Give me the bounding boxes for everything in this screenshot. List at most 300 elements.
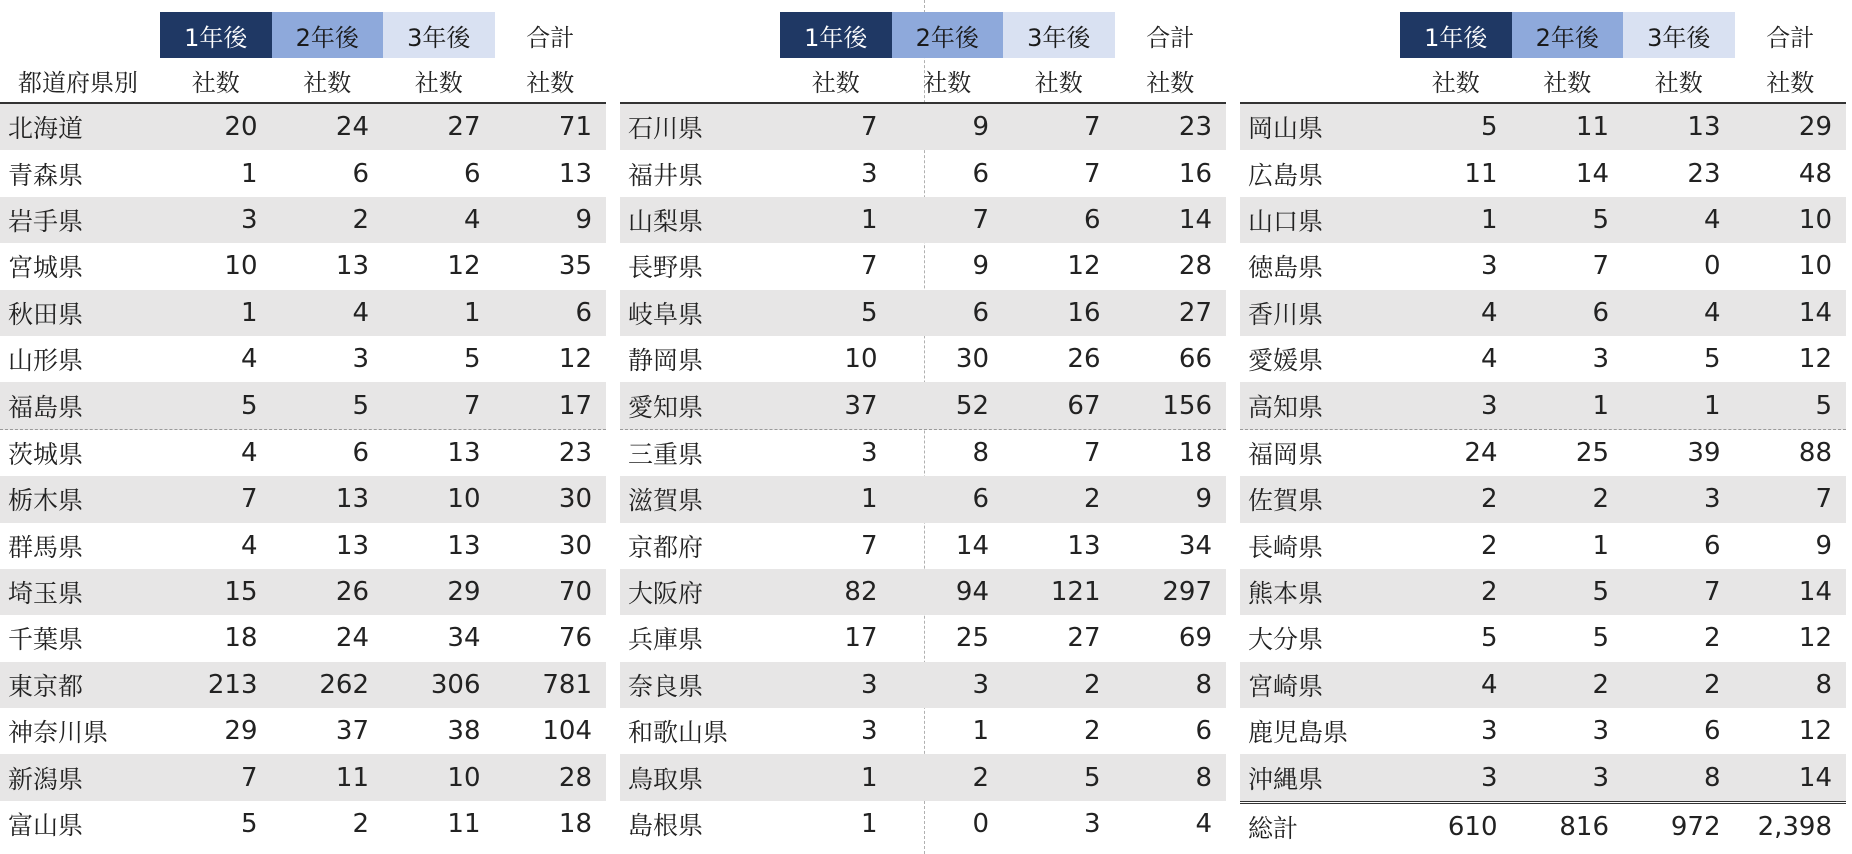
count-y2: 8 <box>972 437 989 468</box>
count-y1: 1 <box>860 809 878 840</box>
count-y2: 25 <box>955 623 989 654</box>
prefecture-name: 静岡県 <box>628 346 704 376</box>
count-y1: 1 <box>860 762 878 793</box>
count-y3: 23 <box>1687 158 1721 189</box>
total-count: 23 <box>558 437 592 468</box>
count-y2: 1 <box>1592 390 1609 421</box>
total-count: 71 <box>558 112 592 143</box>
count-y1: 1 <box>240 297 258 328</box>
total-count: 9 <box>575 204 592 235</box>
count-y3: 6 <box>1703 716 1721 747</box>
count-y1: 5 <box>860 297 878 328</box>
table-body <box>0 104 606 847</box>
prefecture-name: 大分県 <box>1248 625 1324 655</box>
prefecture-name: 石川県 <box>628 114 704 144</box>
count-y2: 4 <box>352 297 369 328</box>
count-y3: 38 <box>447 716 481 747</box>
table-row <box>0 150 606 196</box>
header-year2: 2年後 <box>1512 12 1624 58</box>
unit-label: 社数 <box>1431 68 1480 97</box>
count-y1: 3 <box>860 158 878 189</box>
count-y1: 7 <box>860 251 878 282</box>
table-row <box>620 662 1226 708</box>
total-count: 66 <box>1178 344 1212 375</box>
prefecture-name: 熊本県 <box>1248 579 1324 609</box>
count-y2: 14 <box>1575 158 1609 189</box>
count-y2: 2 <box>352 809 369 840</box>
count-y2: 6 <box>352 437 369 468</box>
count-y3: 34 <box>447 623 481 654</box>
total-count: 30 <box>558 484 592 515</box>
count-y2: 6 <box>1592 297 1609 328</box>
count-y2: 2 <box>972 762 989 793</box>
total-count: 8 <box>1815 669 1832 700</box>
prefecture-name: 岩手県 <box>8 206 84 236</box>
table-row <box>1240 754 1846 800</box>
count-y3: 16 <box>1067 297 1101 328</box>
table-row <box>0 104 606 150</box>
count-y2: 11 <box>1575 112 1609 143</box>
count-y3: 2 <box>1703 669 1721 700</box>
count-y2: 0 <box>972 809 989 840</box>
table-row <box>620 150 1226 196</box>
count-y3: 5 <box>463 344 481 375</box>
count-y3: 12 <box>1067 251 1101 282</box>
count-y1: 11 <box>1464 158 1498 189</box>
count-y2: 11 <box>335 762 369 793</box>
count-y1: 18 <box>224 623 258 654</box>
table-row <box>0 754 606 800</box>
count-y1: 3 <box>860 716 878 747</box>
count-y3: 972 <box>1670 812 1721 843</box>
table-row <box>1240 150 1846 196</box>
table-panel-3 <box>1240 12 1846 850</box>
table-row <box>0 476 606 522</box>
prefecture-name: 香川県 <box>1248 299 1324 329</box>
prefecture-name: 大阪府 <box>628 579 704 609</box>
total-count: 8 <box>1195 762 1212 793</box>
count-y1: 5 <box>240 809 258 840</box>
count-y3: 10 <box>447 762 481 793</box>
total-count: 30 <box>558 530 592 561</box>
count-y1: 2 <box>1480 530 1498 561</box>
count-y1: 4 <box>1480 344 1498 375</box>
table-row <box>1240 382 1846 429</box>
prefecture-name: 栃木県 <box>8 486 84 516</box>
prefecture-name: 山形県 <box>8 346 84 376</box>
count-y3: 7 <box>1083 112 1101 143</box>
prefecture-name: 滋賀県 <box>628 486 704 516</box>
count-y2: 14 <box>955 530 989 561</box>
count-y2: 6 <box>972 158 989 189</box>
count-y1: 3 <box>1480 762 1498 793</box>
total-count: 14 <box>1798 297 1832 328</box>
count-y3: 7 <box>463 390 481 421</box>
count-y2: 7 <box>1592 251 1609 282</box>
count-y2: 1 <box>972 716 989 747</box>
count-y3: 26 <box>1067 344 1101 375</box>
total-count: 14 <box>1798 762 1832 793</box>
prefecture-name: 新潟県 <box>8 764 84 794</box>
count-y3: 29 <box>447 577 481 608</box>
count-y3: 0 <box>1703 251 1721 282</box>
grand-total-row <box>1240 801 1846 850</box>
total-count: 781 <box>542 669 592 700</box>
count-y2: 24 <box>335 623 369 654</box>
table-row <box>620 801 1226 847</box>
prefecture-name: 宮城県 <box>8 253 84 283</box>
total-count: 16 <box>1178 158 1212 189</box>
unit-label: 社数 <box>191 68 240 97</box>
prefecture-name: 富山県 <box>8 811 84 841</box>
prefecture-name: 福岡県 <box>1248 439 1324 469</box>
prefecture-name: 神奈川県 <box>8 718 109 748</box>
count-y2: 5 <box>1592 623 1609 654</box>
prefecture-name: 京都府 <box>628 532 704 562</box>
header-year3: 3年後 <box>383 12 495 58</box>
count-y1: 4 <box>1480 669 1498 700</box>
prefecture-name: 山口県 <box>1248 206 1324 236</box>
total-count: 34 <box>1178 530 1212 561</box>
table-row <box>620 197 1226 243</box>
count-y1: 82 <box>844 577 878 608</box>
count-y1: 3 <box>240 204 258 235</box>
count-y3: 6 <box>1083 204 1101 235</box>
table-body <box>620 104 1226 847</box>
count-y1: 1 <box>860 484 878 515</box>
unit-label: 社数 <box>1766 68 1815 97</box>
table-panel-2 <box>620 12 1226 847</box>
count-y3: 6 <box>1703 530 1721 561</box>
count-y3: 3 <box>1083 809 1101 840</box>
count-y2: 9 <box>972 112 989 143</box>
table-row <box>0 430 606 476</box>
count-y2: 6 <box>972 484 989 515</box>
prefecture-name: 千葉県 <box>8 625 84 655</box>
count-y1: 7 <box>860 530 878 561</box>
count-y3: 2 <box>1083 716 1101 747</box>
count-y3: 4 <box>463 204 481 235</box>
count-y3: 13 <box>1067 530 1101 561</box>
count-y1: 7 <box>240 484 258 515</box>
count-y2: 6 <box>352 158 369 189</box>
prefecture-name: 高知県 <box>1248 392 1324 422</box>
count-y3: 2 <box>1083 484 1101 515</box>
total-count: 297 <box>1162 577 1212 608</box>
table-panel-1 <box>0 12 606 847</box>
unit-label: 社数 <box>923 68 972 97</box>
year-header-row <box>620 12 1226 58</box>
count-y2: 25 <box>1575 437 1609 468</box>
total-count: 48 <box>1798 158 1832 189</box>
count-y3: 8 <box>1703 762 1721 793</box>
prefecture-name: 愛媛県 <box>1248 346 1324 376</box>
table-row <box>0 662 606 708</box>
prefecture-name: 茨城県 <box>8 439 84 469</box>
count-y2: 2 <box>1592 669 1609 700</box>
count-y2: 3 <box>972 669 989 700</box>
header-year1: 1年後 <box>780 12 892 58</box>
count-y2: 5 <box>1592 204 1609 235</box>
header-year2: 2年後 <box>272 12 384 58</box>
count-y3: 2 <box>1703 623 1721 654</box>
header-year1: 1年後 <box>160 12 272 58</box>
count-y3: 2 <box>1083 669 1101 700</box>
total-count: 156 <box>1162 390 1212 421</box>
count-y1: 3 <box>1480 390 1498 421</box>
count-y3: 4 <box>1703 297 1721 328</box>
count-y2: 52 <box>955 390 989 421</box>
table-row <box>620 708 1226 754</box>
count-y1: 3 <box>860 437 878 468</box>
table-row <box>620 382 1226 429</box>
count-y2: 9 <box>972 251 989 282</box>
table-row <box>1240 197 1846 243</box>
prefecture-name: 和歌山県 <box>628 718 729 748</box>
count-y2: 2 <box>352 204 369 235</box>
header-year3: 3年後 <box>1623 12 1735 58</box>
unit-label: 社数 <box>811 68 860 97</box>
table-row <box>1240 615 1846 661</box>
count-y3: 11 <box>447 809 481 840</box>
total-count: 35 <box>558 251 592 282</box>
count-y3: 3 <box>1703 484 1721 515</box>
total-count: 104 <box>542 716 592 747</box>
prefecture-name: 鹿児島県 <box>1248 718 1349 748</box>
count-y2: 6 <box>972 297 989 328</box>
unit-label: 社数 <box>414 68 463 97</box>
count-y1: 15 <box>224 577 258 608</box>
count-y3: 1 <box>1703 390 1721 421</box>
unit-label: 社数 <box>526 68 575 97</box>
year-header-row <box>0 12 606 58</box>
total-count: 88 <box>1798 437 1832 468</box>
table-row <box>620 476 1226 522</box>
prefecture-name: 青森県 <box>8 160 84 190</box>
table-row <box>0 615 606 661</box>
table-row <box>0 569 606 615</box>
count-y3: 7 <box>1703 577 1721 608</box>
table-row <box>0 197 606 243</box>
count-y2: 2 <box>1592 484 1609 515</box>
unit-header-row <box>620 58 1226 104</box>
prefecture-name: 兵庫県 <box>628 625 704 655</box>
header-total: 合計 <box>1146 23 1195 52</box>
prefecture-name: 総計 <box>1248 814 1299 844</box>
count-y1: 1 <box>240 158 258 189</box>
table-row <box>620 754 1226 800</box>
total-count: 70 <box>558 577 592 608</box>
prefecture-name: 島根県 <box>628 811 704 841</box>
prefecture-name: 鳥取県 <box>628 764 704 794</box>
count-y3: 5 <box>1703 344 1721 375</box>
count-y1: 4 <box>240 344 258 375</box>
total-count: 76 <box>558 623 592 654</box>
count-y2: 3 <box>352 344 369 375</box>
count-y1: 3 <box>860 669 878 700</box>
prefecture-name: 秋田県 <box>8 299 84 329</box>
category-label: 都道府県別 <box>18 68 138 97</box>
prefecture-name: 佐賀県 <box>1248 486 1324 516</box>
total-count: 12 <box>558 344 592 375</box>
prefecture-name: 岡山県 <box>1248 114 1324 144</box>
count-y1: 10 <box>224 251 258 282</box>
total-count: 7 <box>1815 484 1832 515</box>
header-year3: 3年後 <box>1003 12 1115 58</box>
count-y3: 4 <box>1703 204 1721 235</box>
total-count: 12 <box>1798 623 1832 654</box>
total-count: 23 <box>1178 112 1212 143</box>
table-row <box>620 569 1226 615</box>
total-count: 6 <box>575 297 592 328</box>
table-row <box>1240 476 1846 522</box>
count-y2: 30 <box>955 344 989 375</box>
count-y3: 121 <box>1050 577 1101 608</box>
table-row <box>1240 523 1846 569</box>
total-count: 27 <box>1178 297 1212 328</box>
header-year1: 1年後 <box>1400 12 1512 58</box>
count-y1: 29 <box>224 716 258 747</box>
total-count: 18 <box>1178 437 1212 468</box>
total-count: 28 <box>1178 251 1212 282</box>
total-count: 5 <box>1815 390 1832 421</box>
count-y2: 7 <box>972 204 989 235</box>
total-count: 10 <box>1798 204 1832 235</box>
count-y1: 4 <box>240 530 258 561</box>
table-row <box>0 243 606 289</box>
prefecture-name: 北海道 <box>8 114 84 144</box>
count-y3: 13 <box>1687 112 1721 143</box>
count-y3: 27 <box>1067 623 1101 654</box>
count-y3: 10 <box>447 484 481 515</box>
prefecture-name: 三重県 <box>628 439 704 469</box>
table-row <box>1240 430 1846 476</box>
total-count: 69 <box>1178 623 1212 654</box>
table-row <box>1240 569 1846 615</box>
count-y1: 1 <box>860 204 878 235</box>
count-y1: 5 <box>1480 112 1498 143</box>
count-y3: 5 <box>1083 762 1101 793</box>
total-count: 9 <box>1195 484 1212 515</box>
count-y2: 37 <box>335 716 369 747</box>
count-y2: 3 <box>1592 344 1609 375</box>
unit-label: 社数 <box>1654 68 1703 97</box>
table-row <box>620 615 1226 661</box>
table-row <box>0 290 606 336</box>
unit-label: 社数 <box>1034 68 1083 97</box>
prefecture-name: 福島県 <box>8 392 84 422</box>
prefecture-name: 奈良県 <box>628 671 704 701</box>
count-y1: 37 <box>844 390 878 421</box>
count-y3: 7 <box>1083 158 1101 189</box>
count-y2: 3 <box>1592 762 1609 793</box>
prefecture-name: 福井県 <box>628 160 704 190</box>
count-y2: 5 <box>352 390 369 421</box>
count-y2: 94 <box>955 577 989 608</box>
count-y1: 2 <box>1480 484 1498 515</box>
table-row <box>620 243 1226 289</box>
count-y2: 13 <box>335 530 369 561</box>
total-count: 18 <box>558 809 592 840</box>
count-y2: 13 <box>335 251 369 282</box>
count-y3: 12 <box>447 251 481 282</box>
count-y1: 610 <box>1447 812 1498 843</box>
total-count: 14 <box>1178 204 1212 235</box>
unit-label: 社数 <box>1146 68 1195 97</box>
prefecture-name: 長崎県 <box>1248 532 1324 562</box>
total-count: 4 <box>1195 809 1212 840</box>
table-row <box>0 382 606 429</box>
table-row <box>0 708 606 754</box>
header-year2: 2年後 <box>892 12 1004 58</box>
total-count: 12 <box>1798 344 1832 375</box>
count-y3: 6 <box>463 158 481 189</box>
table-row <box>1240 243 1846 289</box>
table-row <box>620 430 1226 476</box>
total-count: 6 <box>1195 716 1212 747</box>
total-count: 29 <box>1798 112 1832 143</box>
prefecture-name: 宮崎県 <box>1248 671 1324 701</box>
count-y1: 20 <box>224 112 258 143</box>
table-row <box>1240 104 1846 150</box>
total-count: 10 <box>1798 251 1832 282</box>
count-y1: 4 <box>1480 297 1498 328</box>
count-y1: 10 <box>844 344 878 375</box>
total-count: 2,398 <box>1757 812 1832 843</box>
count-y2: 816 <box>1559 812 1609 843</box>
count-y3: 306 <box>430 669 481 700</box>
prefecture-name: 東京都 <box>8 671 84 701</box>
total-count: 28 <box>558 762 592 793</box>
table-row <box>620 523 1226 569</box>
table-row <box>1240 290 1846 336</box>
table-body <box>1240 104 1846 850</box>
prefecture-name: 群馬県 <box>8 532 84 562</box>
table-row <box>1240 708 1846 754</box>
total-count: 8 <box>1195 669 1212 700</box>
total-count: 14 <box>1798 577 1832 608</box>
count-y2: 262 <box>319 669 369 700</box>
count-y3: 7 <box>1083 437 1101 468</box>
count-y2: 26 <box>335 577 369 608</box>
table-row <box>0 801 606 847</box>
table-row <box>620 336 1226 382</box>
table-row <box>620 104 1226 150</box>
count-y1: 1 <box>1480 204 1498 235</box>
unit-header-row <box>1240 58 1846 104</box>
count-y2: 24 <box>335 112 369 143</box>
count-y1: 3 <box>1480 251 1498 282</box>
total-count: 12 <box>1798 716 1832 747</box>
count-y1: 5 <box>1480 623 1498 654</box>
count-y1: 213 <box>207 669 258 700</box>
count-y3: 1 <box>463 297 481 328</box>
count-y1: 7 <box>860 112 878 143</box>
prefecture-name: 徳島県 <box>1248 253 1324 283</box>
count-y2: 3 <box>1592 716 1609 747</box>
table-row <box>620 290 1226 336</box>
count-y2: 13 <box>335 484 369 515</box>
count-y1: 2 <box>1480 577 1498 608</box>
count-y3: 67 <box>1067 390 1101 421</box>
prefecture-name: 広島県 <box>1248 160 1324 190</box>
table-row <box>0 336 606 382</box>
count-y3: 27 <box>447 112 481 143</box>
count-y3: 13 <box>447 530 481 561</box>
total-count: 17 <box>558 390 592 421</box>
count-y3: 39 <box>1687 437 1721 468</box>
count-y1: 7 <box>240 762 258 793</box>
